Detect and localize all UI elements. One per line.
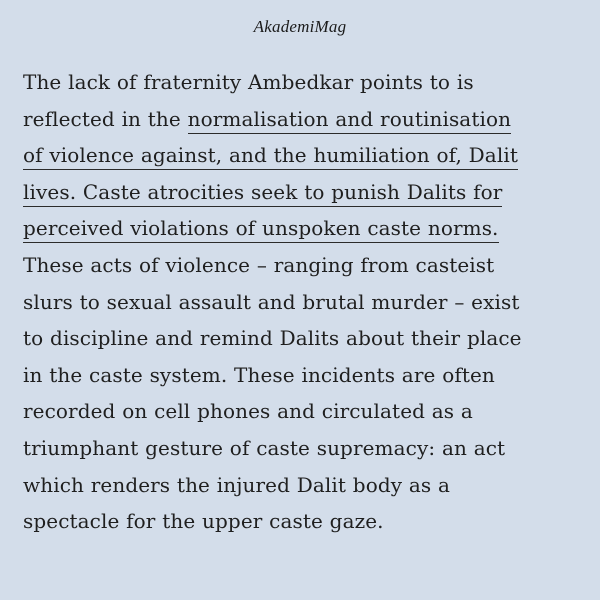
passage-line xyxy=(23,503,583,540)
line-text: The lack of fraternity Ambedkar points to is xyxy=(23,70,474,94)
line-text: spectacle for the upper caste gaze. xyxy=(23,509,384,534)
passage-line xyxy=(23,467,583,504)
underlined-text: perceived violations of unspoken caste norms. xyxy=(23,216,499,243)
passage-line xyxy=(23,357,583,394)
line-text: to discipline and remind Dalits about their place xyxy=(23,326,522,351)
line-text: slurs to sexual assault and brutal murder – exist xyxy=(23,289,520,314)
passage-line xyxy=(23,320,583,357)
underlined-text: of violence against, and the humiliation of, Dalit xyxy=(23,143,518,170)
underlined-text: lives. Caste atrocities seek to punish Dalits for xyxy=(23,180,502,207)
line-text: in the caste system. These incidents are often xyxy=(23,362,495,387)
line-text: recorded on cell phones and circulated as a xyxy=(23,399,473,424)
passage-line xyxy=(23,174,583,211)
line-text: These acts of violence – ranging from casteist xyxy=(23,252,495,277)
passage-line xyxy=(23,64,583,101)
passage-line xyxy=(23,247,583,284)
line-text: triumphant gesture of caste supremacy: an act xyxy=(23,435,506,460)
line-text: reflected in the xyxy=(23,106,188,131)
passage-line xyxy=(23,210,583,247)
line-text: which renders the injured Dalit body as a xyxy=(23,472,451,497)
passage-line xyxy=(23,430,583,467)
passage-line xyxy=(23,393,583,430)
brand-logo: AkademiMag xyxy=(253,17,347,36)
passage-line xyxy=(23,137,583,174)
passage-line xyxy=(23,101,583,138)
underlined-text: normalisation and routinisation xyxy=(188,107,511,134)
passage-line xyxy=(23,284,583,321)
quote-passage xyxy=(23,64,583,540)
